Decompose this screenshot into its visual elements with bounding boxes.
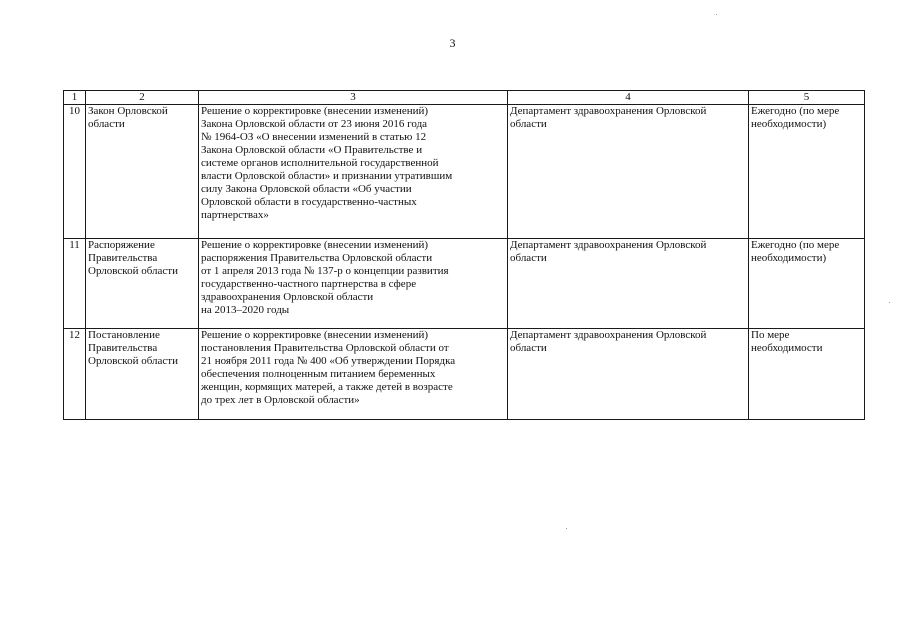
responsible-cell: Департамент здравоохранения Орловской области xyxy=(508,105,749,239)
page-number: 3 xyxy=(449,36,456,50)
responsible-cell: Департамент здравоохранения Орловской области xyxy=(508,239,749,329)
row-number: 11 xyxy=(64,239,86,329)
deadline-cell: Ежегодно (по мере необходимости) xyxy=(749,239,865,329)
deadline-cell: По мере необходимости xyxy=(749,329,865,420)
column-header-3: 3 xyxy=(199,91,508,105)
scan-speck xyxy=(889,302,890,303)
column-header-1: 1 xyxy=(64,91,86,105)
responsible-cell: Департамент здравоохранения Орловской области xyxy=(508,329,749,420)
legal-act-cell: Постановление Правительства Орловской области xyxy=(86,329,199,420)
table-row xyxy=(64,239,865,329)
row-number: 10 xyxy=(64,105,86,239)
legal-act-cell: Распоряжение Правительства Орловской области xyxy=(86,239,199,329)
table-row xyxy=(64,329,865,420)
scan-speck xyxy=(566,528,567,529)
scan-speck xyxy=(716,14,717,15)
decision-cell: Решение о корректировке (внесении изменений) Закона Орловской области от 23 июня 2016 года № 1964-ОЗ «О внесении изменений в статью 12 Закона Орловской области «О Правительстве и системе органов исполнительной государственной власти Орловской области» и признании утратившим силу Закона Орловской области «Об участии Орловской области в государственно-частных партнерствах» xyxy=(199,105,508,239)
measures-table xyxy=(63,90,865,420)
table-row xyxy=(64,105,865,239)
column-header-4: 4 xyxy=(508,91,749,105)
decision-cell: Решение о корректировке (внесении изменений) распоряжения Правительства Орловской области от 1 апреля 2013 года № 137-р о концепции развития государственно-частного партнерства в сфере здравоохранения Орловской области на 2013–2020 годы xyxy=(199,239,508,329)
legal-act-cell: Закон Орловской области xyxy=(86,105,199,239)
table-header-row xyxy=(64,91,865,105)
column-header-5: 5 xyxy=(749,91,865,105)
decision-cell: Решение о корректировке (внесении изменений) постановления Правительства Орловской области от 21 ноября 2011 года № 400 «Об утверждении Порядка обеспечения полноценным питанием беременных женщин, кормящих матерей, а также детей в возрасте до трех лет в Орловской области» xyxy=(199,329,508,420)
column-header-2: 2 xyxy=(86,91,199,105)
deadline-cell: Ежегодно (по мере необходимости) xyxy=(749,105,865,239)
row-number: 12 xyxy=(64,329,86,420)
